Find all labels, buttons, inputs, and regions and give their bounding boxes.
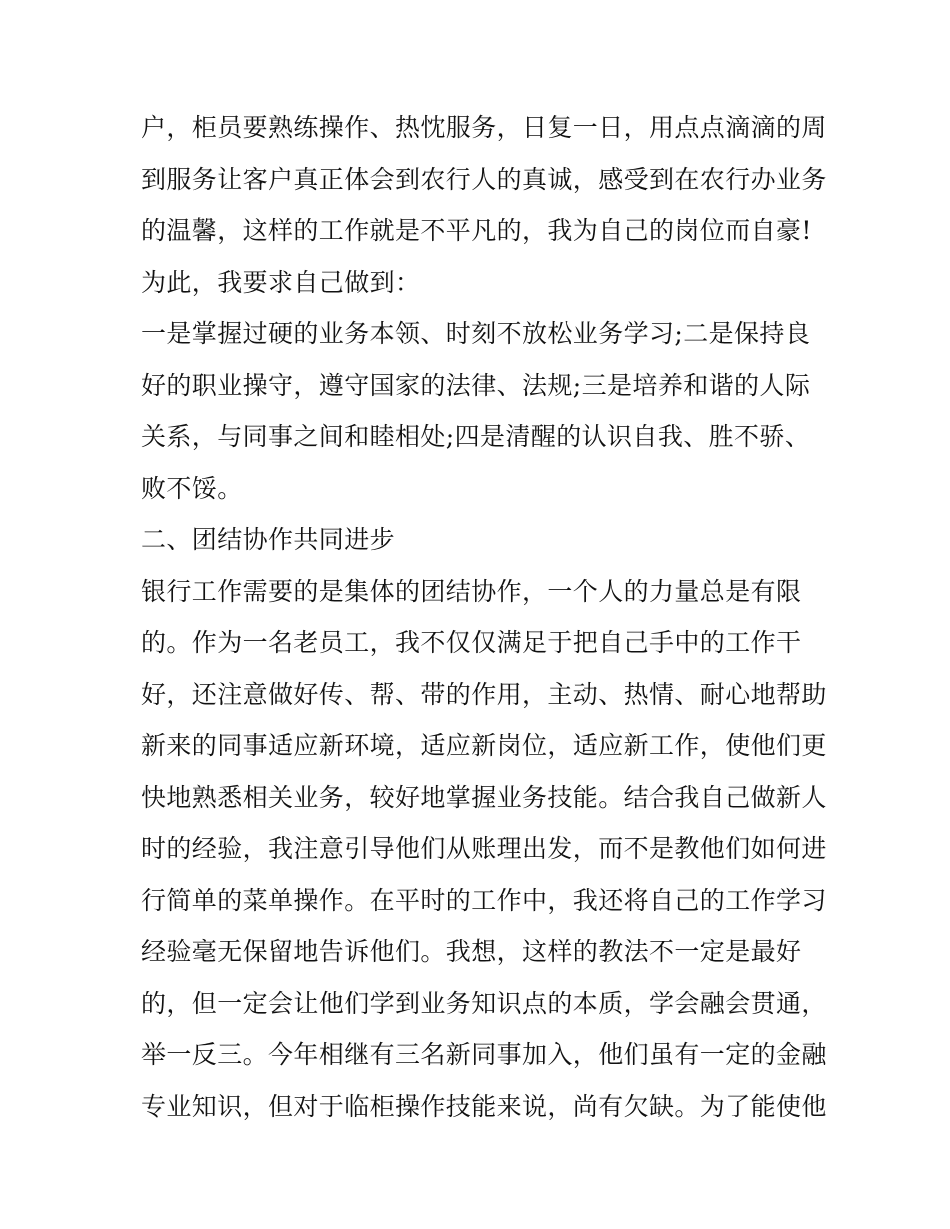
text-line: 的温馨，这样的工作就是不平凡的，我为自己的岗位而自豪! [141, 216, 812, 245]
text-line: 一是掌握过硬的业务本领、时刻不放松业务学习;二是保持良 [141, 319, 811, 348]
text-line: 到服务让客户真正体会到农行人的真诚，感受到在农行办业务 [141, 165, 827, 194]
text-line: 举一反三。今年相继有三名新同事加入，他们虽有一定的金融 [141, 1040, 827, 1069]
text-line: 时的经验，我注意引导他们从账理出发，而不是教他们如何进 [141, 834, 827, 863]
text-line: 银行工作需要的是集体的团结协作，一个人的力量总是有限 [141, 577, 802, 606]
text-line: 经验毫无保留地告诉他们。我想，这样的教法不一定是最好 [141, 937, 802, 966]
text-line: 关系，与同事之间和睦相处;四是清醒的认识自我、胜不骄、 [141, 422, 811, 451]
section-heading: 二、团结协作共同进步 [141, 525, 396, 554]
text-line: 户，柜员要熟练操作、热忱服务，日复一日，用点点滴滴的周 [141, 113, 827, 142]
text-line: 的。作为一名老员工，我不仅仅满足于把自己手中的工作干 [141, 628, 802, 657]
text-line: 行简单的菜单操作。在平时的工作中，我还将自己的工作学习 [141, 886, 827, 915]
text-line: 为此，我要求自己做到： [141, 268, 421, 297]
text-line: 好的职业操守，遵守国家的法律、法规;三是培养和谐的人际 [141, 371, 811, 400]
text-line: 好，还注意做好传、帮、带的作用，主动、热情、耐心地帮助 [141, 680, 827, 709]
text-line: 专业知识，但对于临柜操作技能来说，尚有欠缺。为了能使他 [141, 1092, 827, 1121]
text-line: 快地熟悉相关业务，较好地掌握业务技能。结合我自己做新人 [141, 783, 827, 812]
text-line: 的，但一定会让他们学到业务知识点的本质，学会融会贯通， [141, 989, 827, 1018]
text-line: 新来的同事适应新环境，适应新岗位，适应新工作，使他们更 [141, 731, 827, 760]
text-line: 败不馁。 [141, 474, 243, 503]
